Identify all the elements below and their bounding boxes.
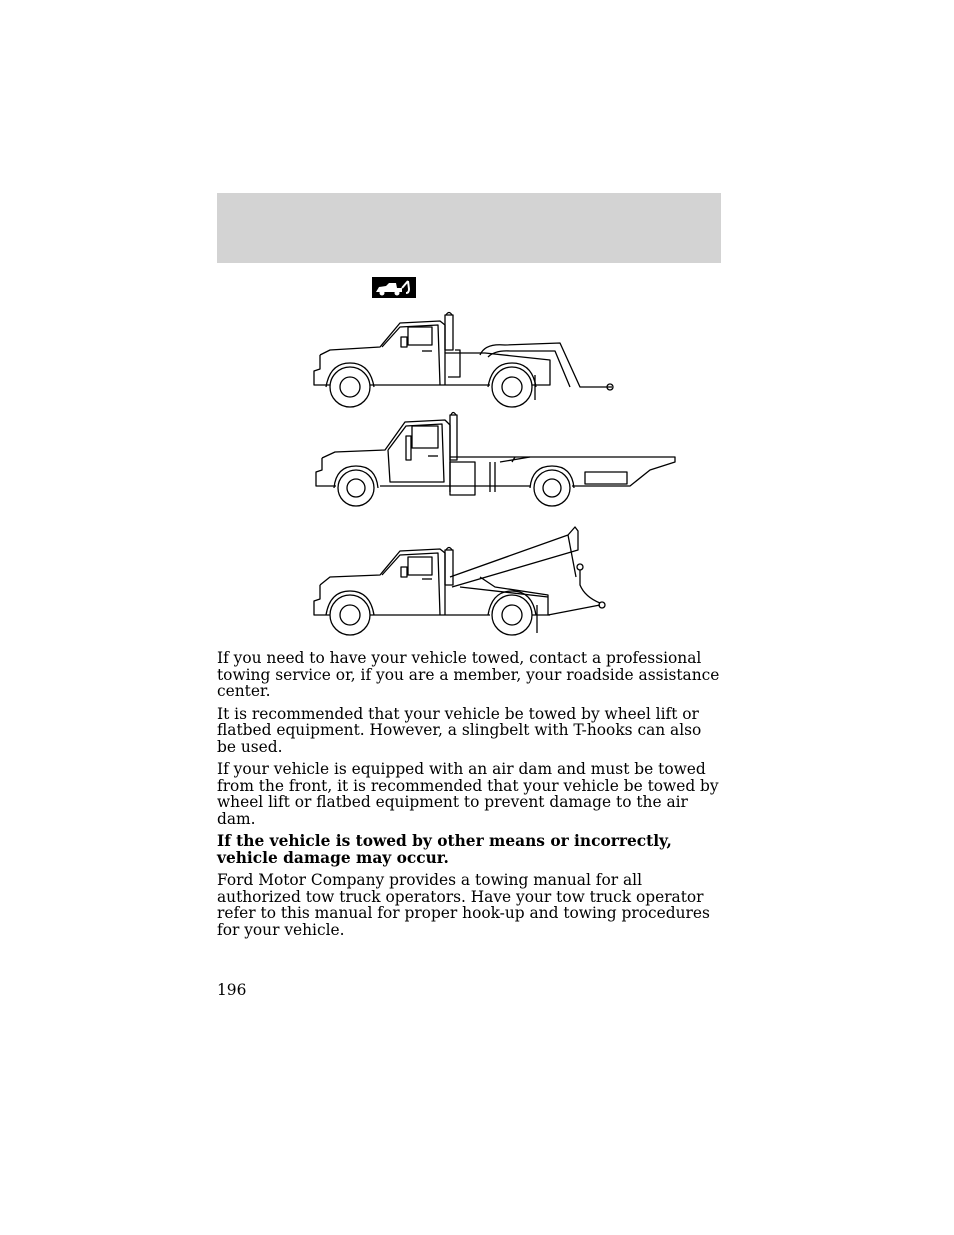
paragraph-towing-service: If you need to have your vehicle towed, contact a professional towing service or, if you are a member, your roadside assistance center. — [217, 649, 720, 700]
warning-paragraph: If the vehicle is towed by other means or incorrectly, vehicle damage may occur. — [217, 832, 672, 867]
flatbed-truck-illustration — [316, 413, 675, 507]
body-text — [217, 650, 723, 944]
page-number: 196 — [217, 981, 247, 999]
section-header-band — [217, 193, 721, 263]
paragraph-towing-manual: Ford Motor Company provides a towing manual for all authorized tow truck operators. Have your tow truck operator refer to this manual for proper hook-up and towing procedures for your vehicle. — [217, 871, 710, 939]
paragraph-recommended-method: It is recommended that your vehicle be towed by wheel lift or flatbed equipment. However, a slingbelt with T-hooks can also be used. — [217, 704, 702, 756]
tow-truck-icon — [372, 277, 416, 298]
wheel-lift-truck-illustration — [314, 313, 613, 408]
towing-methods-illustration — [300, 305, 690, 640]
paragraph-air-dam: If your vehicle is equipped with an air dam and must be towed from the front, it is recommended that your vehicle be towed by wheel lift or flatbed equipment to prevent damage to the air dam. — [217, 760, 719, 828]
slingbelt-truck-illustration — [314, 527, 605, 635]
